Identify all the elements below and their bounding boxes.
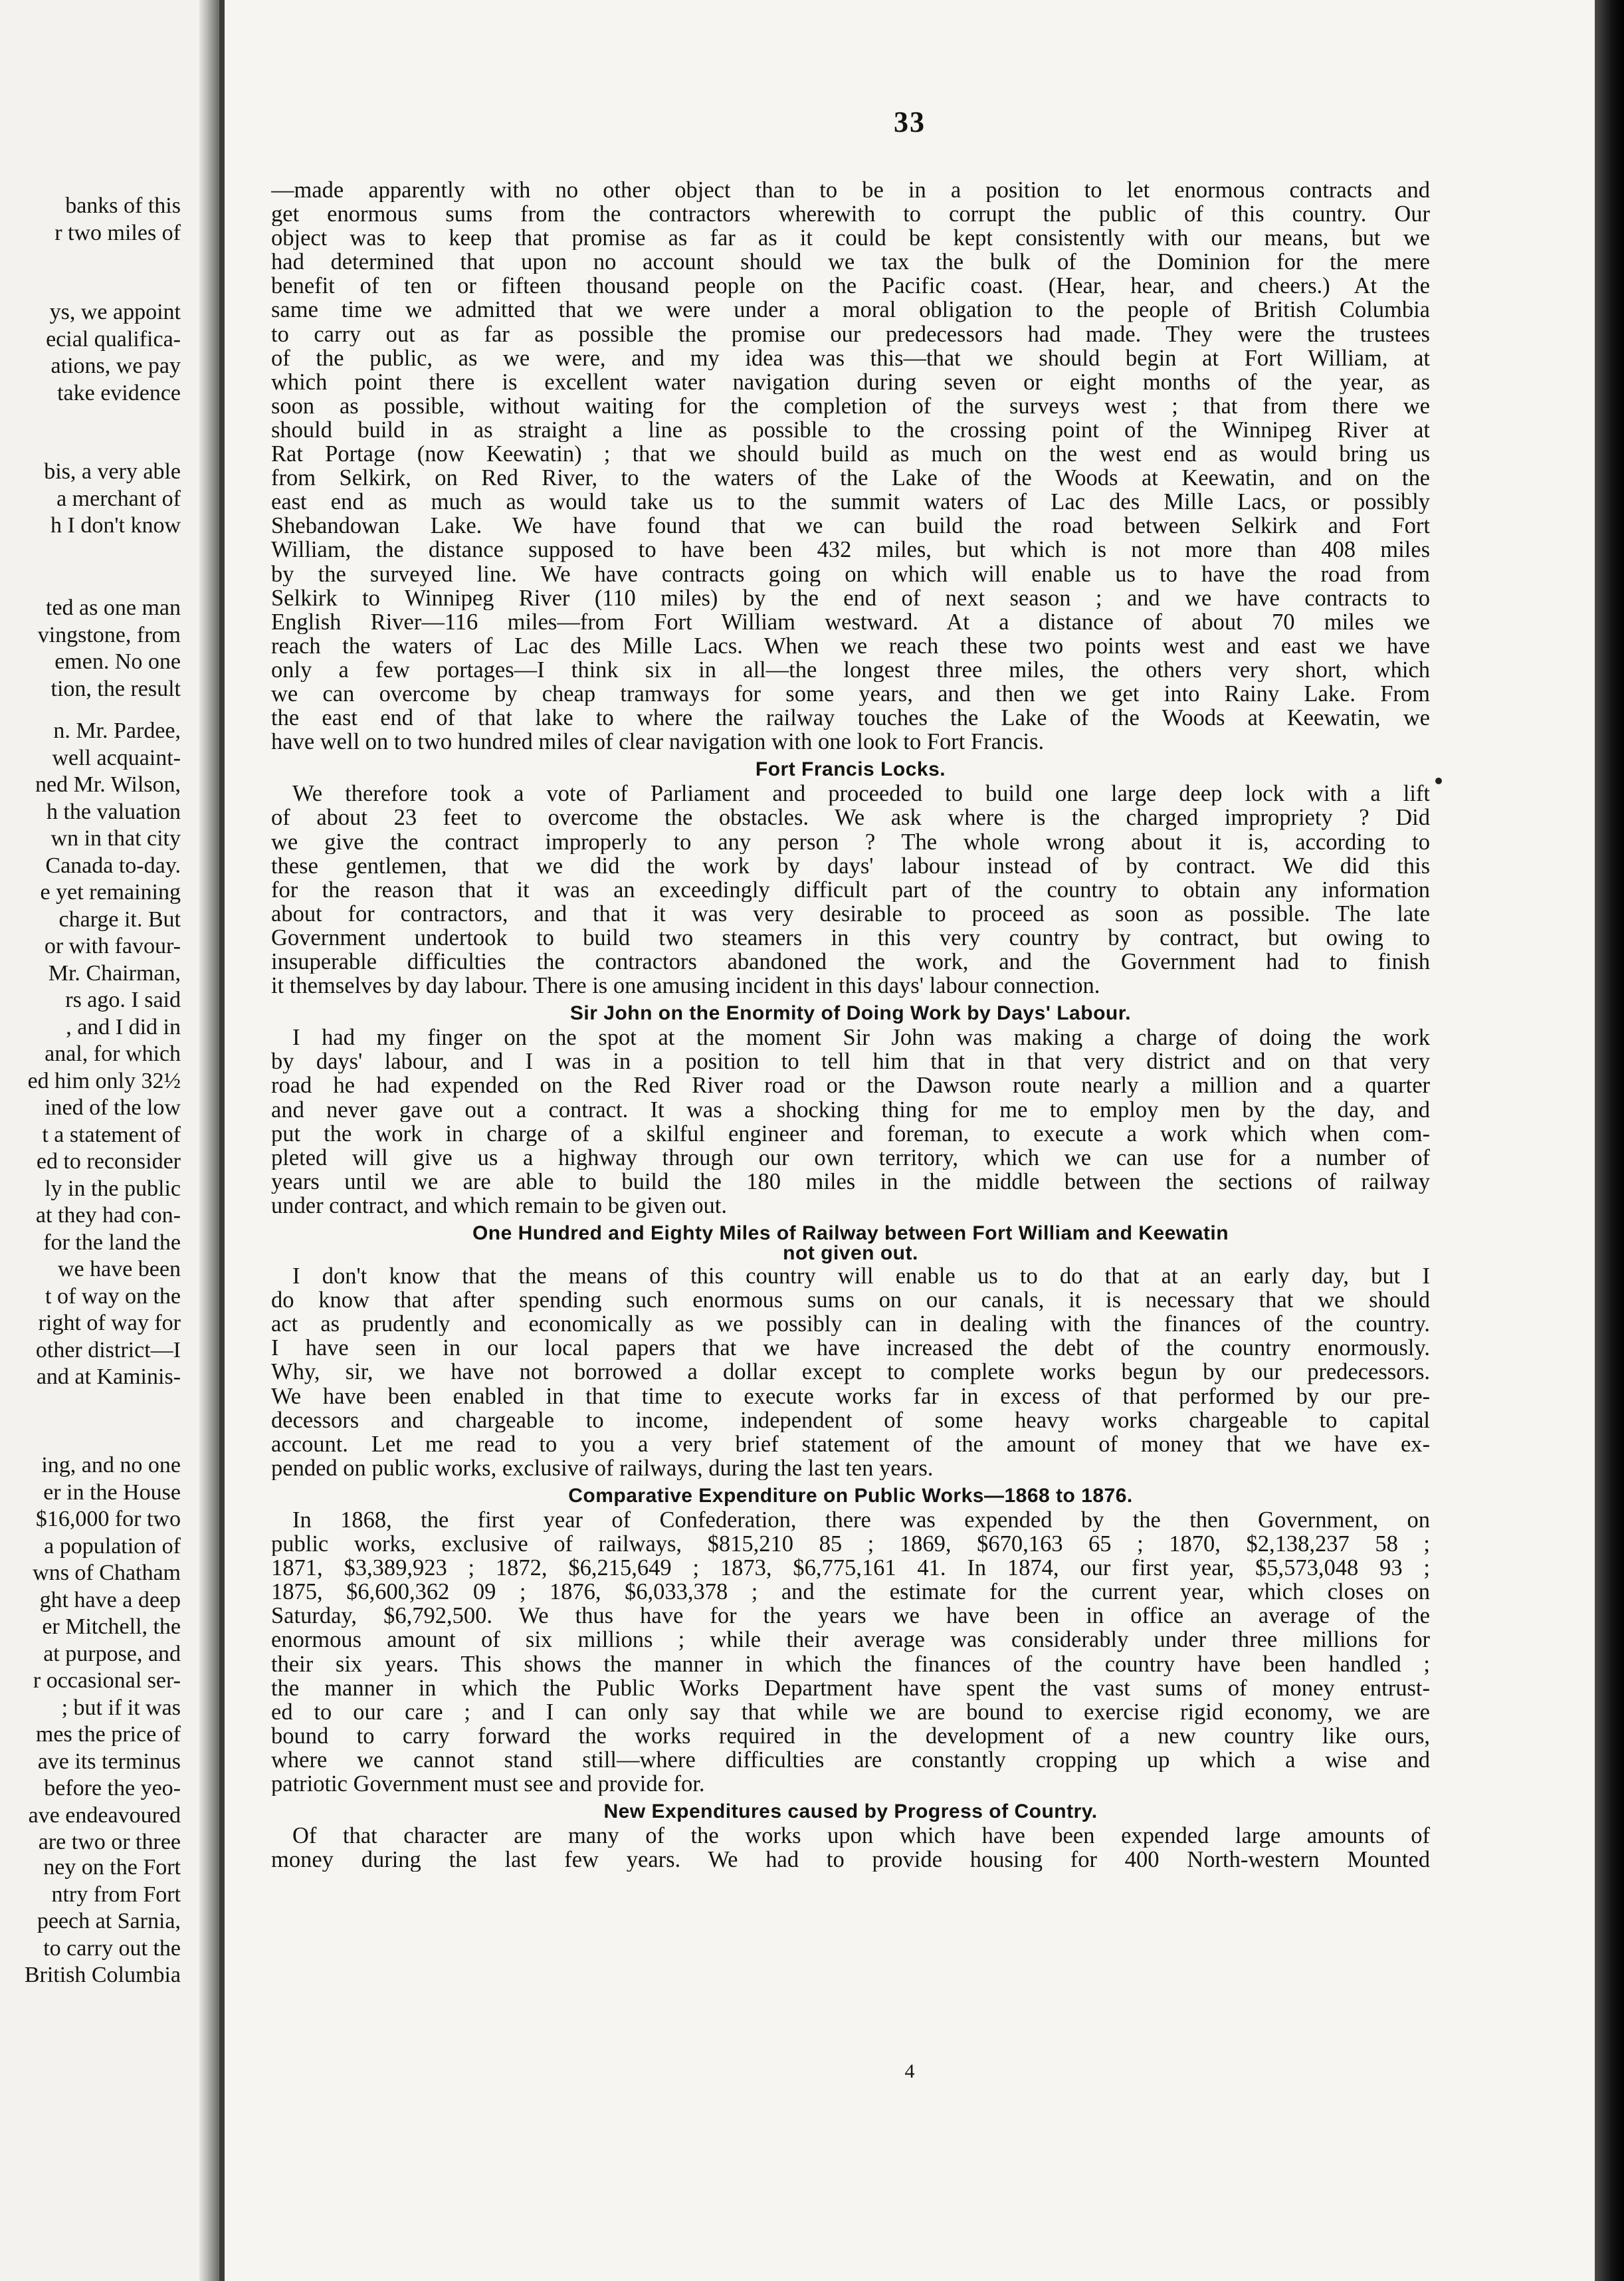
text-line: 1875, $6,600,362 09 ; 1876, $6,033,378 ; and the estimate for the current year, which closes on [271,1580,1430,1604]
text-line: public works, exclusive of railways, $815,210 85 ; 1869, $670,163 65 ; 1870, $2,138,237 58 ; [271,1532,1430,1557]
text-line: reach the waters of Lac des Mille Lacs. When we reach these two points west and east we have [271,633,1430,658]
text-line: same time we admitted that we were under a moral obligation to the people of British Columbia [271,298,1430,322]
paragraph [271,1508,1430,1796]
left-text-line: take evidence [57,380,181,405]
text-line: it themselves by day labour. There is one amusing incident in this days' labour connection. [271,974,1100,998]
page-edge-shadow [219,0,225,2281]
left-text-line: ntry from Fort [51,1882,181,1907]
section-heading: New Expenditures caused by Progress of Country. [603,1800,1098,1823]
left-text-line: peech at Sarnia, [37,1909,181,1933]
left-text-line: , and I did in [66,1014,181,1039]
text-line: only a few portages—I think six in all—the longest three miles, the others very short, which [271,657,1430,682]
paragraph [271,1824,1430,1872]
text-line: English River—116 miles—from Fort William westward. At a distance of about 70 miles we [271,609,1430,634]
left-text-line: ations, we pay [51,354,181,378]
text-line: ed to our care ; and I can only say that while we are bound to exercise rigid economy, we are [271,1699,1430,1724]
left-text-line: ney on the Fort [43,1855,181,1880]
left-text-block [0,193,181,247]
text-line: Rat Portage (now Keewatin) ; that we should build as much on the west end as would bring us [271,442,1430,467]
text-line: I had my finger on the spot at the moment Sir John was making a charge of doing the work [292,1026,1430,1050]
left-text-line: ed him only 32½ [27,1068,181,1093]
text-line: the manner in which the Public Works Department have spent the vast sums of money entrust- [271,1676,1430,1700]
left-text-line: tion, the result [51,676,181,701]
text-line: patriotic Government must see and provide for. [271,1772,705,1796]
left-text-line: emen. No one [54,649,181,674]
section-heading: One Hundred and Eighty Miles of Railway between Fort William and Keewatin [472,1222,1229,1245]
left-text-line: before the yeo- [44,1776,181,1800]
text-line: Selkirk to Winnipeg River (110 miles) by the end of next season ; and we have contracts to [271,586,1430,610]
text-line: we give the contract improperly to any person ? The whole wrong about it is, according to [271,829,1430,854]
section-heading: Sir John on the Enormity of Doing Work by Days' Labour. [569,1002,1132,1025]
text-line: get enormous sums from the contractors wherewith to corrupt the public of this country. Our [271,202,1430,227]
left-text-line: wn in that city [51,826,181,851]
left-text-block [0,1452,181,1856]
left-text-line: ly in the public [45,1176,181,1201]
text-line: east end as much as would take us to the summit waters of Lac des Mille Lacs, or possibly [271,490,1430,514]
text-line: where we cannot stand still—where difficulties are constantly cropping up which a wise and [271,1747,1430,1773]
text-line: have well on to two hundred miles of clear navigation with one look to Fort Francis. [271,730,1045,754]
left-text-line: t of way on the [45,1283,181,1309]
text-line: by the surveyed line. We have contracts going on which will enable us to have the road from [271,562,1430,586]
scan-edge-right [1595,0,1624,2281]
left-text-line: wns of Chatham [33,1561,181,1585]
left-text-block [0,299,181,407]
left-text-line: to carry out the [43,1935,181,1961]
left-text-line: for the land the [43,1230,181,1255]
text-line: Saturday, $6,792,500. We thus have for the years we have been in office an average of the [271,1604,1430,1628]
left-text-line: British Columbia [24,1963,181,1987]
text-line: bound to carry forward the works required in the development of a new country like ours, [271,1723,1430,1748]
text-line: their six years. This shows the manner in which the finances of the country have been handled ; [271,1652,1430,1676]
text-line: 1871, $3,389,923 ; 1872, $6,215,649 ; 1873, $6,775,161 41. In 1874, our first year, $5,573,048 93 ; [271,1556,1430,1580]
text-line: pended on public works, exclusive of railways, during the last ten years. [271,1456,934,1480]
left-text-line: well acquaint- [52,745,181,770]
text-line: In 1868, the first year of Confederation, there was expended by the then Government, on [292,1508,1430,1533]
text-line: —made apparently with no other object than to be in a position to let enormous contracts and [271,178,1430,203]
text-line: I don't know that the means of this country will enable us to do that at an early day, but I [292,1264,1430,1289]
left-text-line: h I don't know [51,513,181,538]
text-line: pleted will give us a highway through our own territory, which we can use for a number of [271,1145,1430,1170]
left-text-line: rs ago. I said [65,988,181,1012]
left-text-line: r two miles of [54,220,181,245]
left-text-line: mes the price of [35,1722,181,1747]
text-line: had determined that upon no account should we tax the bulk of the Dominion for the mere [271,250,1430,274]
left-text-line: ned Mr. Wilson, [35,772,181,797]
text-line: the east end of that lake to where the railway touches the Lake of the Woods at Keewatin, we [271,706,1430,730]
left-text-line: $16,000 for two [35,1507,181,1531]
section-heading-continued: not given out. [783,1242,918,1265]
left-text-line: bis, a very able [44,459,181,484]
section-heading: Fort Francis Locks. [755,758,946,781]
left-text-block [0,718,181,1391]
text-line: from Selkirk, on Red River, to the waters of the Lake of the Woods at Keewatin, and on the [271,466,1430,490]
text-line: these gentlemen, that we did the work by days' labour instead of by contract. We did this [271,853,1430,878]
text-line: William, the distance supposed to have been 432 miles, but which is not more than 408 miles [271,538,1430,562]
text-line: account. Let me read to you a very brief statement of the amount of money that we have ex- [271,1432,1430,1456]
left-text-line: ted as one man [46,596,181,620]
text-line: benefit of ten or fifteen thousand people on the Pacific coast. (Hear, hear, and cheers.) At the [271,274,1430,298]
text-line: about for contractors, and that it was very desirable to proceed as soon as possible. The late [271,901,1430,926]
text-line: enormous amount of six millions ; while their average was considerably under three millions for [271,1628,1430,1652]
paragraph [271,1026,1430,1218]
text-line: Government undertook to build two steamers in this very country by contract, but owing to [271,925,1430,950]
left-text-line: a merchant of [56,486,181,511]
text-line: I have seen in our local papers that we have increased the debt of the country enormously. [271,1336,1430,1360]
text-line: under contract, and which remain to be given out. [271,1193,727,1218]
left-text-line: at they had con- [35,1203,181,1228]
left-text-line: ing, and no one [41,1453,181,1477]
left-text-line: er Mitchell, the [42,1614,181,1639]
left-text-line: er in the House [43,1479,181,1505]
left-text-line: vingstone, from [37,622,181,647]
text-line: money during the last few years. We had to provide housing for 400 North-western Mounted [271,1848,1430,1872]
text-line: object was to keep that promise as far as it could be kept consistently with our means, but we [271,226,1430,251]
text-line: years until we are able to build the 180 miles in the middle between the sections of railway [271,1169,1430,1194]
left-text-line: n. Mr. Pardee, [53,718,181,743]
text-line: We have been enabled in that time to execute works far in excess of that performed by our pre- [271,1384,1430,1408]
left-text-line: charge it. But [58,907,181,932]
text-line: act as prudently and economically as we possibly can in dealing with the finances of the country. [271,1312,1430,1337]
left-text-line: Canada to-day. [45,853,181,878]
page-number: 33 [894,106,926,138]
paragraph [271,782,1430,998]
text-line: We therefore took a vote of Parliament and proceeded to build one large deep lock with a lift [292,782,1430,806]
text-line: and never gave out a contract. It was a shocking thing for me to employ men by the day, and [271,1097,1430,1122]
text-line: decessors and chargeable to income, independent of some heavy works chargeable to capital [271,1408,1430,1432]
left-text-line: a population of [44,1533,181,1559]
text-line: do know that after spending such enormous sums on our canals, it is necessary that we should [271,1288,1430,1313]
text-line: Of that character are many of the works upon which have been expended large amounts of [292,1824,1430,1848]
left-text-line: banks of this [65,193,181,218]
left-text-line: we have been [57,1257,181,1281]
text-line: road he had expended on the Red River road or the Dawson route nearly a million and a quarter [271,1073,1430,1098]
left-text-line: other district—I [35,1337,181,1362]
text-line: which point there is excellent water navigation during seven or eight months of the year, as [271,370,1430,394]
text-line: put the work in charge of a skilful engineer and foreman, to execute a work which when com- [271,1121,1430,1146]
left-text-line: or with favour- [44,934,181,958]
left-text-block [0,1854,181,1989]
left-text-line: r occasional ser- [33,1668,181,1693]
left-text-line: right of way for [38,1311,181,1335]
text-line: soon as possible, without waiting for the completion of the surveys west ; that from there we [271,393,1430,418]
text-line: Why, sir, we have not borrowed a dollar except to complete works begun by our predecessors. [271,1360,1430,1384]
left-text-line: and at Kaminis- [36,1364,181,1389]
left-text-block [0,459,181,540]
section-heading: Comparative Expenditure on Public Works—1868 to 1876. [568,1485,1133,1507]
text-line: of the public, as we were, and my idea was this—that we should begin at Fort William, at [271,346,1430,370]
left-text-line: ecial qualifica- [46,326,181,352]
text-line: insuperable difficulties the contractors abandoned the work, and the Government had to finish [271,950,1430,974]
text-line: should build in as straight a line as possible to the crossing point of the Winnipeg River at [271,417,1430,443]
text-line: of about 23 feet to overcome the obstacles. We ask where is the charged impropriety ? Did [271,806,1430,830]
left-text-line: Mr. Chairman, [48,960,181,986]
left-text-line: anal, for which [45,1041,181,1066]
left-text-line: ined of the low [45,1095,181,1120]
margin-speck [1435,778,1442,784]
left-text-line: ave endeavoured [28,1802,181,1828]
document-page [225,0,1595,2281]
left-text-line: e yet remaining [40,880,181,905]
text-line: Shebandowan Lake. We have found that we can build the road between Selkirk and Fort [271,514,1430,538]
paragraph [271,178,1430,754]
left-text-line: ed to reconsider [36,1149,181,1174]
text-line: to carry out as far as possible the promise our predecessors had made. They were the trustees [271,322,1430,346]
left-text-line: t a statement of [42,1122,181,1147]
left-text-line: ght have a deep [39,1587,181,1612]
left-text-line: at purpose, and [43,1641,181,1666]
left-text-line: h the valuation [46,799,181,824]
left-text-block [0,595,181,703]
left-text-line: ; but if it was [61,1695,181,1720]
text-line: by days' labour, and I was in a position to tell him that in that very district and on that very [271,1049,1430,1074]
paragraph [271,1264,1430,1480]
left-text-line: ys, we appoint [49,300,181,324]
signature-mark: 4 [904,2060,915,2082]
facing-page-left [0,0,213,2281]
text-line: for the reason that it was an exceedingly difficult part of the country to obtain any information [271,877,1430,902]
left-text-line: are two or three [38,1830,181,1854]
left-text-line: ave its terminus [37,1749,181,1774]
text-line: we can overcome by cheap tramways for some years, and then we get into Rainy Lake. From [271,681,1430,706]
